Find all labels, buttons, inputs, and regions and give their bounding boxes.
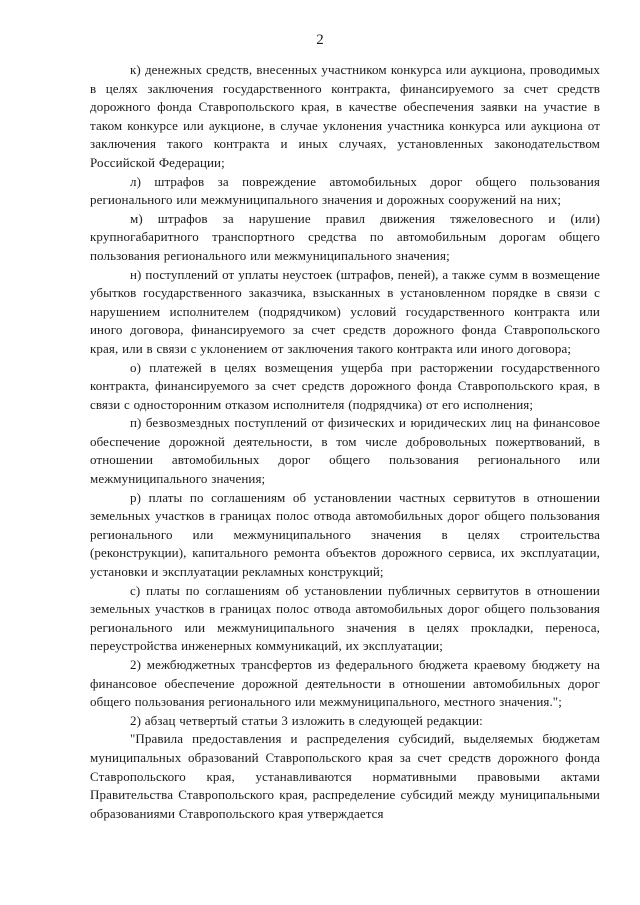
paragraph-l: л) штрафов за повреждение автомобильных дорог общего пользования регионального или межмуниципального значения и дорожных сооружений на них; (90, 173, 600, 208)
body-text (90, 61, 600, 823)
paragraph-m: м) штрафов за нарушение правил движения тяжеловесного и (или) крупногабаритного транспортного средства по автомобильным дорогам общего пользования регионального или межмуниципального значения; (90, 210, 600, 263)
paragraph-r: р) платы по соглашениям об установлении частных сервитутов в отношении земельных участков в границах полос отвода автомобильных дорог общего пользования регионального или межмуниципального значения в целях строительства (реконструкции), капитального ремонта объектов дорожного сервиса, их эксплуатации, установки и эксплуатации рекламных конструкций; (90, 489, 600, 580)
paragraph-s: с) платы по соглашениям об установлении публичных сервитутов в отношении земельных участков в границах полос отвода автомобильных дорог общего пользования регионального или межмуниципального значения в целях прокладки, переноса, переустройства инженерных коммуникаций, их эксплуатации; (90, 582, 600, 654)
paragraph-o: о) платежей в целях возмещения ущерба при расторжении государственного контракта, финансируемого за счет средств дорожного фонда Ставропольского края, в связи с односторонним отказом исполнителя (подрядчика) от его исполнения; (90, 359, 600, 412)
page-number: 2 (316, 32, 324, 48)
paragraph-p: п) безвозмездных поступлений от физических и юридических лиц на финансовое обеспечение дорожной деятельности, в том числе добровольных пожертвований, в отношении автомобильных дорог общего пользования регионального или межмуниципального значения; (90, 415, 600, 487)
paragraph-item-2-transfers: 2) межбюджетных трансфертов из федерального бюджета краевому бюджету на финансовое обеспечение дорожной деятельности в отношении автомобильных дорог общего пользования регионального или межмуниципального, местного значения."; (90, 657, 600, 710)
paragraph-amendment-instruction: 2) абзац четвертый статьи 3 изложить в следующей редакции: (130, 712, 483, 728)
paragraph-n: н) поступлений от уплаты неустоек (штрафов, пеней), а также сумм в возмещение убытков государственного заказчика, взысканных в установленном порядке в связи с нарушением исполнителем (подрядчиком) условий государственного контракта или иного договора, финансируемого за счет средств дорожного фонда Ставропольского края, или в связи с уклонением от заключения такого контракта или иного договора; (90, 266, 600, 356)
paragraph-k: к) денежных средств, внесенных участником конкурса или аукциона, проводимых в целях заключения государственного контракта, финансируемого за счет средств дорожного фонда Ставропольского края, в качестве обеспечения заявки на участие в таком конкурсе или аукционе, в случае уклонения участника конкурса или аукциона от заключения такого контракта и иных случаях, установленных законодательством Российской Федерации; (90, 62, 600, 170)
paragraph-new-wording: "Правила предоставления и распределения субсидий, выделяемых бюджетам муниципальных образований Ставропольского края за счет средств дорожного фонда Ставропольского края, устанавливаются нормативными правовыми актами Правительства Ставропольского края, распределение субсидий между муниципальными образованиями Ставропольского края утверждается (90, 731, 600, 821)
